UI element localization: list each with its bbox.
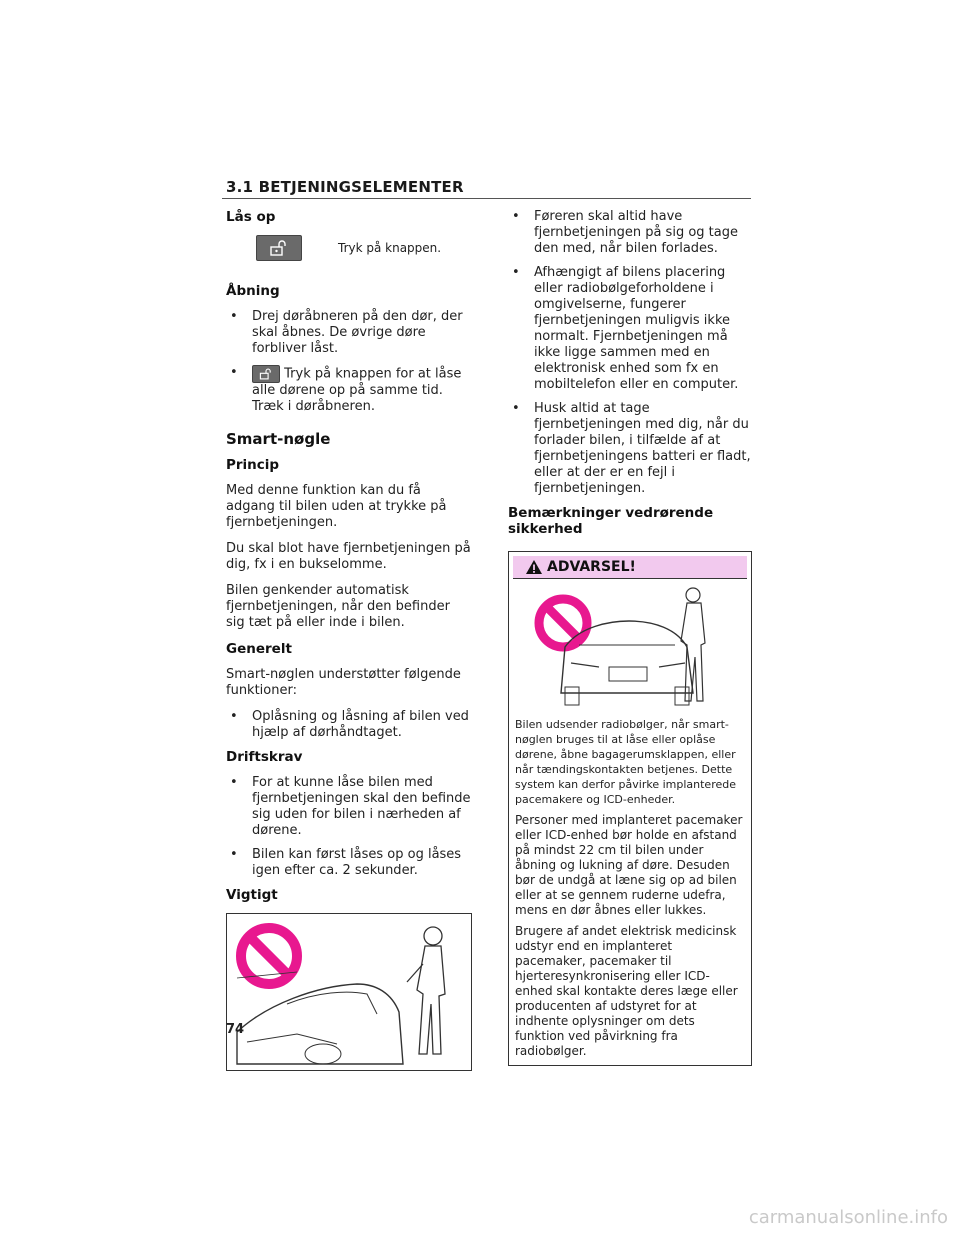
bullet-text: Afhængigt af bilens placering eller radiobølgeforholdene i omgivelserne, fungerer fjernbetjeningen muligvis ikke normalt. Fjernbetjeningen må ikke ligge sammen med en elektronisk enhed som fx en mobiltelefon eller en computer. [534, 265, 739, 392]
warning-paragraph: Personer med implanteret pacemaker eller ICD-enhed bør holde en afstand på mindst 22 cm til bilen under åbning og lukning af døre. Desuden bør de undgå at læne sig op ad bilen eller at se gennem ruderne udefra, mens en dør åbnes eller lukkes. [515, 813, 743, 917]
bullet-text: Husk altid at tage fjernbetjeningen med dig, når du forlader bilen, i tilfælde af at fjernbetjeningens batteri er fladt, eller at der er en fejl i fjernbetjeningen. [534, 401, 751, 496]
unlock-instruction [256, 235, 472, 261]
unlock-icon [259, 368, 273, 380]
laas-op-heading: Lås op [226, 209, 276, 225]
bullet-text: For at kunne låse bilen med fjernbetjeningen skal den befinde sig uden for bilen i nærheden af dørene. [252, 775, 471, 838]
page-number: 74 [226, 1022, 245, 1037]
warning-small-text: Bilen udsender radiobølger, når smart-nøglen bruges til at låse eller oplåse dørene, åbne bagagerumsklappen, eller når tændingskontakten betjenes. Dette system kan derfor påvirke implanterede pacemakere og ICD-enheder. [515, 718, 736, 806]
drift-heading: Driftskrav [226, 749, 303, 765]
header-divider [222, 198, 751, 199]
vigtigt-illustration [226, 913, 472, 1071]
section-header: 3.1 BETJENINGSELEMENTER [226, 178, 464, 196]
unlock-icon [269, 240, 289, 256]
unlock-button-icon [256, 235, 302, 261]
bullet-text: Drej døråbneren på den dør, der skal åbnes. De øvrige døre forbliver låst. [252, 309, 463, 356]
warning-header [513, 556, 747, 579]
warning-body [509, 711, 751, 1065]
aabning-heading: Åbning [226, 283, 280, 299]
unlock-button-icon-small [252, 365, 280, 383]
warning-illustration [509, 583, 751, 711]
warning-paragraph: Brugere af andet elektrisk medicinsk udstyr end en implanteret pacemaker, pacemaker til hjerteresynkronisering eller ICD-enhed skal kontakte deres læge eller producenten af udstyret for at indhente oplysninger om dets funktion ved påvirkning fra radiobølger. [515, 924, 738, 1058]
warning-title: ADVARSEL! [547, 559, 636, 575]
left-column [226, 209, 472, 1071]
smart-heading: Smart-nøgle [226, 430, 331, 448]
list-item [226, 847, 472, 879]
list-item [226, 775, 472, 839]
bullet-text: Bilen kan først låses op og låses igen efter ca. 2 sekunder. [252, 847, 462, 878]
list-item [226, 365, 472, 415]
safety-heading: Bemærkninger vedrørende sikkerhed [508, 505, 714, 537]
list-item [226, 309, 472, 357]
list-item [508, 265, 754, 393]
watermark: carmanualsonline.info [748, 1207, 948, 1228]
car-front-person-illustration [509, 583, 749, 711]
warning-box [508, 551, 752, 1066]
paragraph: Bilen genkender automatisk fjernbetjeningen, når den befinder sig tæt på eller inde i bilen. [226, 583, 450, 630]
princip-heading: Princip [226, 457, 280, 473]
bullet-text: Oplåsning og låsning af bilen ved hjælp af dørhåndtaget. [252, 709, 469, 740]
right-column [508, 209, 754, 1066]
vigtigt-heading: Vigtigt [226, 887, 278, 903]
paragraph: Smart-nøglen understøtter følgende funktioner: [226, 667, 461, 698]
generelt-heading: Generelt [226, 641, 292, 657]
list-item [508, 401, 754, 497]
paragraph: Du skal blot have fjernbetjeningen på dig, fx i en bukselomme. [226, 541, 471, 572]
list-item [226, 709, 472, 741]
paragraph: Med denne funktion kan du få adgang til bilen uden at trykke på fjernbetjeningen. [226, 483, 447, 530]
car-person-illustration [227, 914, 471, 1070]
bullet-text: Tryk på knappen for at låse alle dørene op på samme tid. Træk i døråbneren. [252, 366, 462, 414]
list-item [508, 209, 754, 257]
warning-triangle-icon [525, 559, 543, 575]
bullet-text: Føreren skal altid have fjernbetjeningen på sig og tage den med, når bilen forlades. [534, 209, 738, 256]
unlock-caption: Tryk på knappen. [338, 241, 442, 255]
